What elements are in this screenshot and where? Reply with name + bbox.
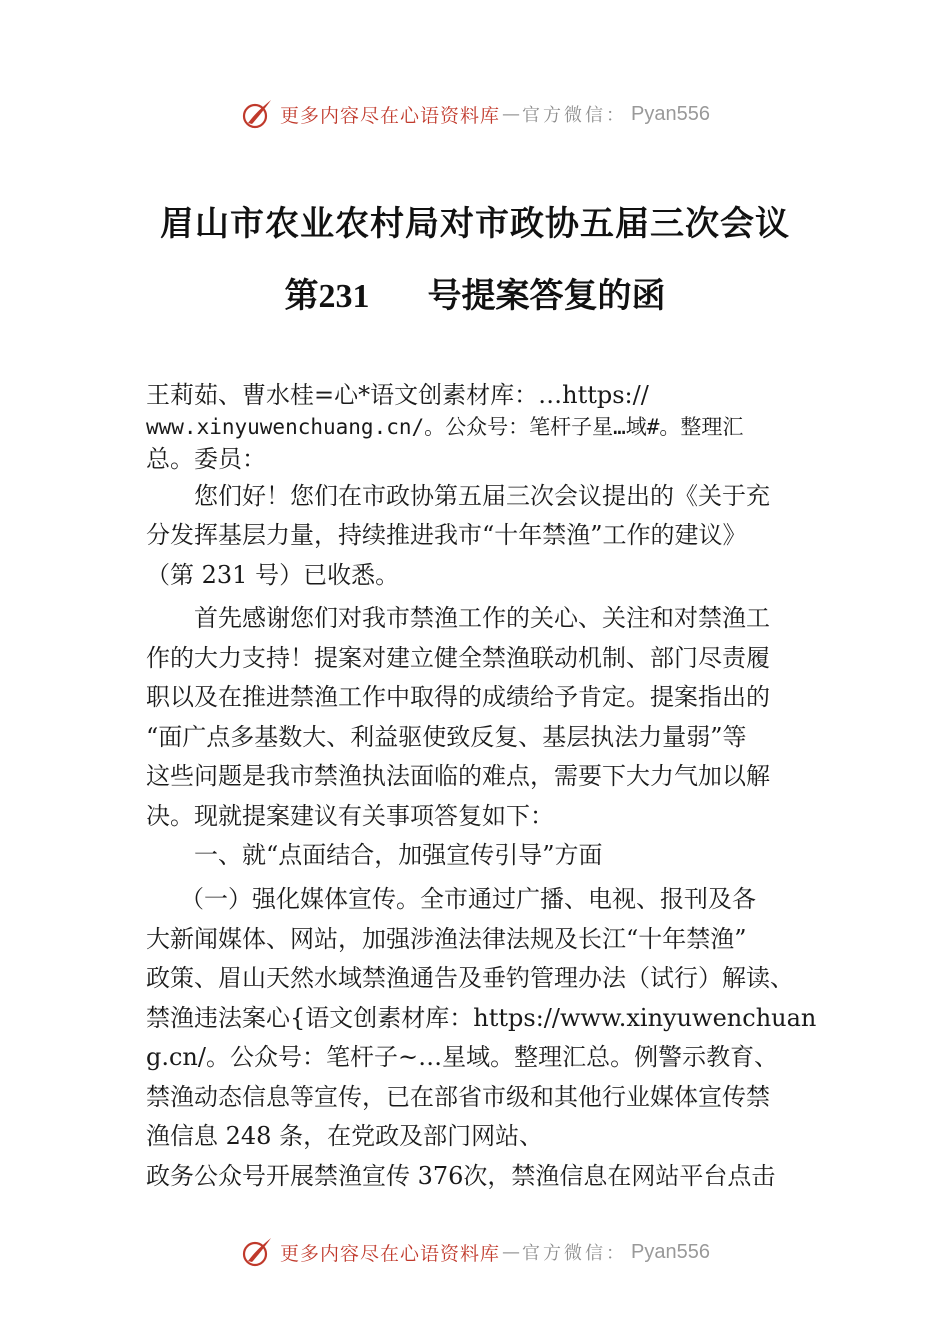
watermark-wechat-id: Pyan556 [631,1240,710,1263]
body-line: g.cn/。公众号：笔杆子~…星域。整理汇总。例警示教育、 [146,1043,779,1071]
body-line: 决。现就提案建议有关事项答复如下： [146,802,554,830]
watermark-wechat-label: 官方微信： [522,105,628,126]
document-title-line-2 [0,268,950,317]
body-line: 您们好！您们在市政协第五届三次会议提出的《关于充 [194,482,770,510]
body-line: （第 231 号）已收悉。 [146,561,400,589]
body-line: 禁渔动态信息等宣传，已在部省市级和其他行业媒体宣传禁 [146,1083,770,1111]
body-line: 政务公众号开展禁渔宣传 376次，禁渔信息在网站平台点击 [146,1162,776,1190]
document-title-line-1: 眉山市农业农村局对市政协五届三次会议 [160,204,790,244]
body-line: 这些问题是我市禁渔执法面临的难点，需要下大力气加以解 [146,762,770,790]
body-line: 禁渔违法案心{语文创素材库：https://www.xinyuwenchuan [146,1004,817,1032]
quill-seal-icon [240,1235,274,1269]
watermark-dash: — [502,103,521,125]
section-heading: 一、就“点面结合，加强宣传引导”方面 [194,841,603,869]
watermark-lead: 更多内容尽在心语资料库 [280,1242,501,1265]
body-line: 渔信息 248 条，在党政及部门网站、 [146,1122,544,1150]
watermark-lead: 更多内容尽在心语资料库 [280,104,501,127]
body-line: （一）强化媒体宣传。全市通过广播、电视、报刊及各 [180,885,756,913]
document-title-suffix: 号提案答复的函 [427,276,666,316]
document-title-number: 第231 [284,278,370,315]
body-line: 大新闻媒体、网站，加强涉渔法律法规及长江“十年禁渔” [146,925,747,953]
body-line: 首先感谢您们对我市禁渔工作的关心、关注和对禁渔工 [194,604,770,632]
watermark-wechat-id: Pyan556 [631,102,710,125]
watermark-banner-top [0,94,950,134]
body-line: “面广点多基数大、利益驱使致反复、基层执法力量弱”等 [146,723,747,751]
body-line: 王莉茹、曹水桂=心*语文创素材库：…https:// [146,381,649,409]
watermark-banner-bottom [0,1232,950,1272]
quill-seal-icon [240,97,274,131]
body-line: 政策、眉山天然水域禁渔通告及垂钓管理办法（试行）解读、 [146,964,794,992]
body-line: 作的大力支持！提案对建立健全禁渔联动机制、部门尽责履 [146,644,770,672]
watermark-wechat-label: 官方微信： [522,1243,628,1264]
watermark-dash: — [502,1241,521,1263]
body-line-text: www.xinyuwenchuang.cn/。公众号：笔杆子星…域#。整理汇 [146,415,744,439]
body-line [146,412,743,442]
body-line: 职以及在推进禁渔工作中取得的成绩给予肯定。提案指出的 [146,683,770,711]
body-line: 分发挥基层力量，持续推进我市“十年禁渔”工作的建议》 [146,521,747,549]
body-line: 总。委员： [146,445,266,473]
